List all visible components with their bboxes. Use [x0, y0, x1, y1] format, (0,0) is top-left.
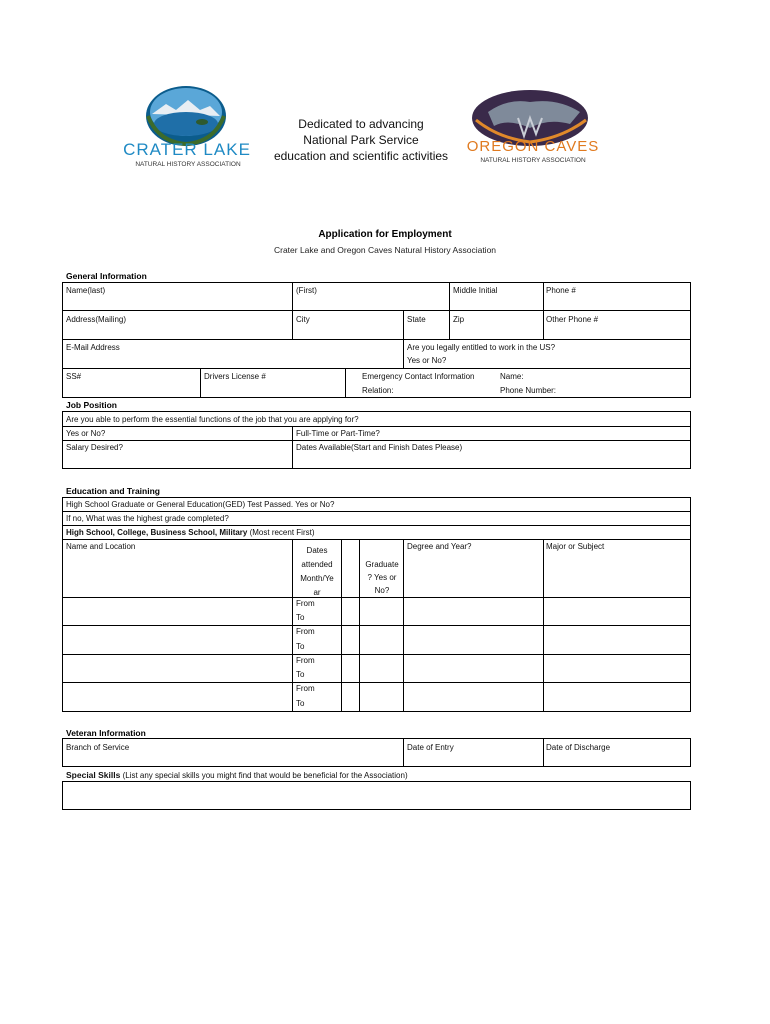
tagline-line-3: education and scientific activities [273, 149, 449, 163]
row-divider [62, 440, 691, 441]
schools-label-bold: High School, College, Business School, Military [66, 528, 248, 537]
skills-label [66, 770, 408, 780]
emergency-contact-label: Emergency Contact Information [362, 372, 475, 381]
col-divider [543, 282, 544, 339]
address-field[interactable]: Address(Mailing) [66, 315, 127, 324]
to-field[interactable]: To [296, 699, 305, 708]
dates-attended-header [293, 544, 341, 600]
row-divider [62, 682, 691, 683]
oregon-caves-logo [458, 88, 608, 170]
row-divider [62, 511, 691, 512]
col-divider [292, 282, 293, 339]
veteran-heading: Veteran Information [66, 728, 146, 738]
crater-lake-logo-sub: NATURAL HISTORY ASSOCIATION [135, 161, 241, 168]
name-location-header: Name and Location [66, 542, 136, 551]
col-divider [345, 368, 346, 398]
row-divider [62, 625, 691, 626]
skills-heading: Special Skills [66, 770, 121, 780]
branch-field[interactable]: Branch of Service [66, 743, 130, 752]
row-divider [62, 597, 691, 598]
crater-lake-logo [118, 80, 268, 172]
oregon-caves-logo-name: OREGON CAVES [466, 138, 600, 155]
dates-attended-line: Month/Ye [300, 574, 334, 583]
from-field[interactable]: From [296, 684, 315, 693]
general-heading: General Information [66, 271, 147, 281]
tagline-line-1: Dedicated to advancing [298, 117, 424, 131]
skills-field[interactable] [62, 781, 691, 810]
row-divider [62, 339, 691, 340]
col-divider [403, 310, 404, 339]
other-phone-field[interactable]: Other Phone # [546, 315, 599, 324]
state-field[interactable]: State [407, 315, 426, 324]
col-divider [341, 539, 342, 712]
to-field[interactable]: To [296, 670, 305, 679]
col-divider [292, 426, 293, 469]
zip-field[interactable]: Zip [453, 315, 465, 324]
col-divider [200, 368, 201, 398]
col-divider [449, 282, 450, 339]
salary-field[interactable]: Salary Desired? [66, 443, 123, 452]
dates-available-field[interactable]: Dates Available(Start and Finish Dates Please) [296, 443, 463, 452]
yes-no-field[interactable]: Yes or No? [66, 429, 106, 438]
oregon-caves-logo-sub: NATURAL HISTORY ASSOCIATION [480, 157, 586, 164]
page-subtitle: Crater Lake and Oregon Caves Natural History Association [273, 245, 497, 255]
dates-attended-line: attended [301, 560, 333, 569]
middle-initial-field[interactable]: Middle Initial [453, 286, 498, 295]
graduate-line: ? Yes or [367, 573, 397, 582]
schools-label [66, 528, 315, 537]
drivers-license-field[interactable]: Drivers License # [204, 372, 266, 381]
to-field[interactable]: To [296, 642, 305, 651]
col-divider [403, 738, 404, 767]
first-name-field[interactable]: (First) [296, 286, 317, 295]
major-header: Major or Subject [546, 542, 605, 551]
education-heading: Education and Training [66, 486, 160, 496]
dates-attended-line: Dates [306, 546, 328, 555]
full-part-time-field[interactable]: Full-Time or Part-Time? [296, 429, 380, 438]
entitled-question: Are you legally entitled to work in the US? [407, 343, 556, 352]
row-divider [62, 368, 691, 369]
row-divider [62, 310, 691, 311]
tagline [266, 116, 456, 164]
date-discharge-field[interactable]: Date of Discharge [546, 743, 611, 752]
city-field[interactable]: City [296, 315, 310, 324]
col-divider [543, 738, 544, 767]
tagline-line-2: National Park Service [303, 133, 419, 147]
relation-field[interactable]: Relation: [362, 386, 394, 395]
from-field[interactable]: From [296, 627, 315, 636]
from-field[interactable]: From [296, 599, 315, 608]
to-field[interactable]: To [296, 613, 305, 622]
crater-lake-logo-name: CRATER LAKE [123, 140, 251, 159]
skills-note: (List any special skills you might find that would be beneficial for the Association) [120, 771, 408, 780]
entitled-yes-no-field[interactable]: Yes or No? [407, 356, 447, 365]
phone-field[interactable]: Phone # [546, 286, 576, 295]
row-divider [62, 654, 691, 655]
emergency-name-field[interactable]: Name: [500, 372, 524, 381]
name-last-field[interactable]: Name(last) [66, 286, 106, 295]
row-divider [62, 525, 691, 526]
ged-field[interactable]: High School Graduate or General Education(GED) Test Passed. Yes or No? [66, 500, 335, 509]
date-entry-field[interactable]: Date of Entry [407, 743, 454, 752]
essential-functions-field[interactable]: Are you able to perform the essential functions of the job that you are applying for? [66, 415, 359, 424]
graduate-line: Graduate [365, 560, 399, 569]
degree-year-header: Degree and Year? [407, 542, 472, 551]
ss-field[interactable]: SS# [66, 372, 82, 381]
dates-attended-line: ar [313, 588, 321, 597]
job-heading: Job Position [66, 400, 117, 410]
row-divider [62, 426, 691, 427]
graduate-line: No? [374, 586, 390, 595]
page-title: Application for Employment [318, 229, 452, 240]
emergency-phone-field[interactable]: Phone Number: [500, 386, 557, 395]
graduate-header [360, 558, 404, 597]
col-divider [403, 339, 404, 368]
highest-grade-field[interactable]: If no, What was the highest grade completed? [66, 514, 229, 523]
schools-label-note: (Most recent First) [247, 528, 315, 537]
from-field[interactable]: From [296, 656, 315, 665]
col-divider [543, 539, 544, 712]
email-field[interactable]: E-Mail Address [66, 343, 120, 352]
row-divider [62, 539, 691, 540]
